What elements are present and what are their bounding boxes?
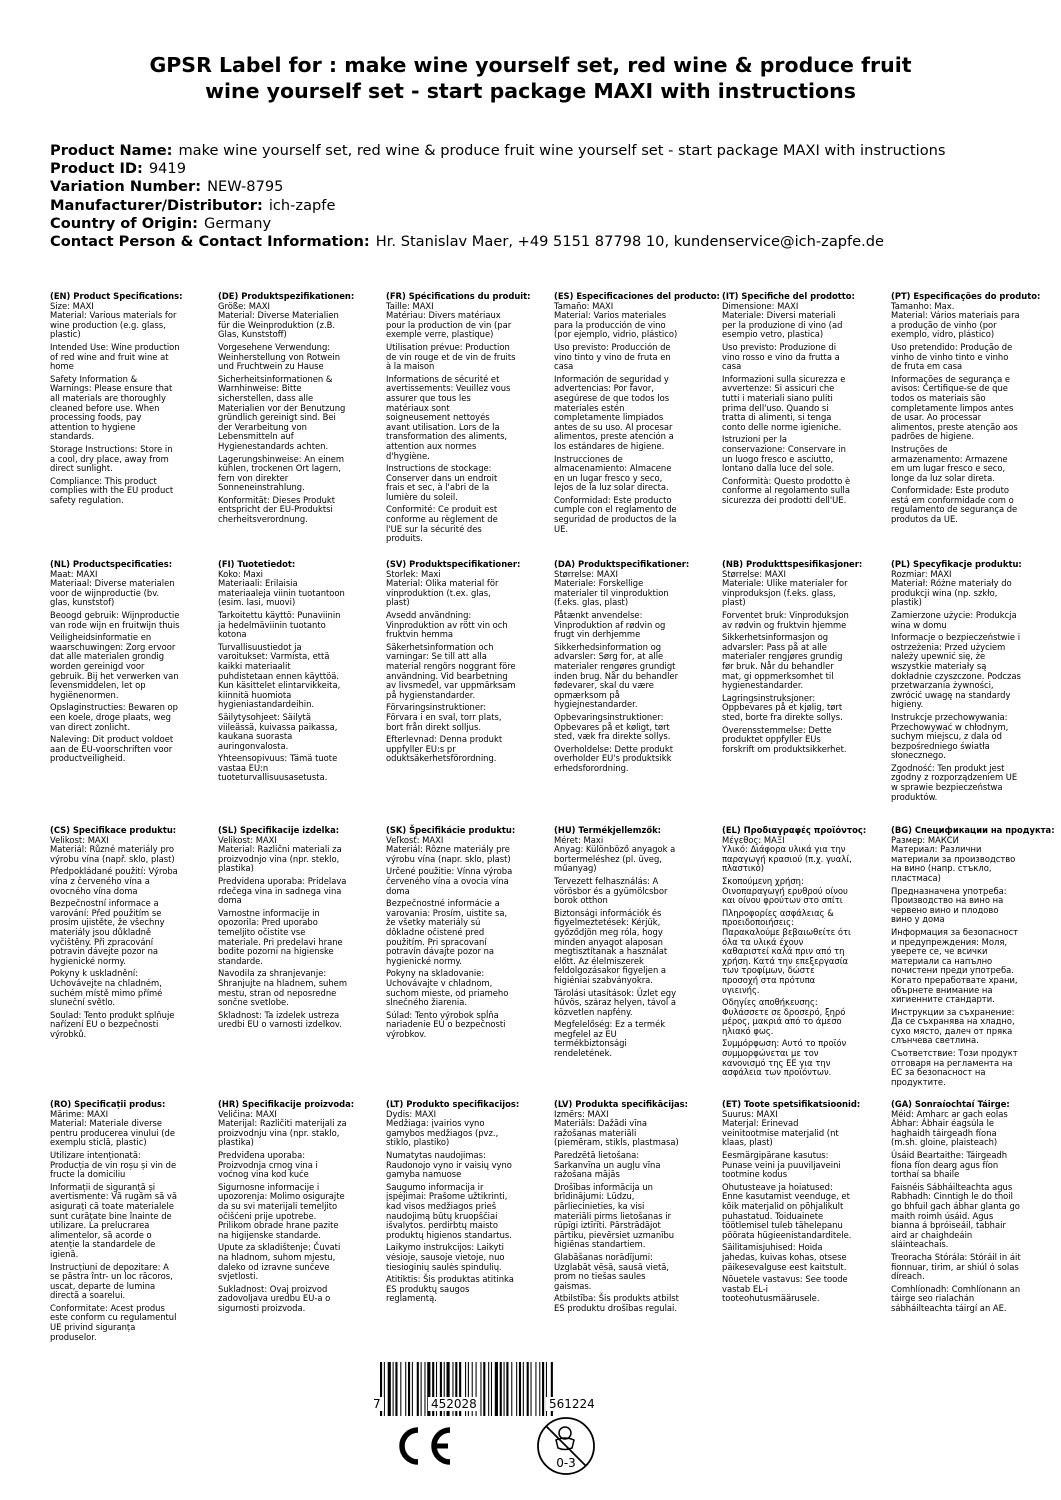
spec-block bbox=[554, 559, 690, 773]
spec-item: Súlad: Tento výrobok spĺňa nariadenie EÚ o bezpečnosti výrobkov. bbox=[386, 1009, 506, 1039]
spec-item: Instructions de stockage: Conserver dans un endroit frais et sec, à l'abri de la lumière du soleil. bbox=[386, 463, 498, 502]
spec-item: Materiál: Různé materiály pro výrobu vína (např. sklo, plast) bbox=[50, 844, 175, 864]
spec-item: Naleving: Dit product voldoet aan de EU-voorschriften voor productveiligheid. bbox=[50, 734, 174, 764]
spec-title: (HU) Termékjellemzők: bbox=[554, 825, 662, 835]
spec-item: Materijal: Različiti materijali za proizvodnju vina (npr. staklo, plastika) bbox=[218, 1118, 347, 1148]
spec-item: Skladnost: Ta izdelek ustreza uredbi EU o varnosti izdelkov. bbox=[218, 1009, 342, 1030]
spec-item: Υλικό: Διάφορα υλικά για την παραγωγή κρασιού (π.χ. γυαλί, πλαστικό) bbox=[722, 844, 852, 874]
spec-item: Påtænkt anvendelse: Vinproduktion af rødvin og frugt vin derhjemme bbox=[554, 609, 666, 640]
spec-item: Sukladnost: Ovaj proizvod zadovoljava uredbu EU-a o sigurnosti proizvoda. bbox=[218, 1283, 331, 1313]
spec-item: Glabāšanas norādījumi: Uzglabāt vēsā, sausā vietā, prom no tiešas saules gaismas. bbox=[554, 1251, 670, 1291]
title-line-2: wine yourself set - start package MAXI with instructions bbox=[205, 79, 856, 103]
spec-item: Utilizare intenționată: Producția de vin roșu și vin de fructe la domiciliu bbox=[50, 1149, 177, 1180]
spec-item: Opbevaringsinstruktioner: Opbevares på et køligt, tørt sted, væk fra direkte sollys. bbox=[554, 711, 671, 742]
spec-title: (PL) Specyfikacje produktu: bbox=[891, 559, 1022, 569]
ce-mark-icon bbox=[388, 1424, 458, 1468]
spec-item: Informations de sécurité et avertissements: Veuillez vous assurer que tous les matériaux sont soigneusement nettoyés avant utilisation. Lors de la transformation des aliments, attention aux normes d'hygiène. bbox=[386, 373, 511, 461]
spec-title: (GA) Sonraíochtaí Táirge: bbox=[891, 1099, 1010, 1109]
spec-item: Avsedd användning: Vinproduktion av rött vin och fruktvin hemma bbox=[386, 609, 508, 640]
spec-block bbox=[891, 291, 1041, 525]
spec-item: Uso pretendido: Produção de vinho de vinho tinto e vinho de fruta em casa bbox=[891, 341, 1013, 372]
spec-item: Tárolási utasítások: Üzlet egy hűvös, száraz helyen, távol a közvetlen napfény. bbox=[554, 987, 677, 1017]
spec-title: (RO) Specificații produs: bbox=[50, 1099, 166, 1109]
spec-title: (IT) Specifiche del prodotto: bbox=[722, 291, 855, 301]
spec-block bbox=[386, 826, 516, 1039]
spec-item: Upute za skladištenje: Čuvati na hladnom, suhom mjestu, daleko od izravne sunčeve svjetlosti. bbox=[218, 1242, 341, 1282]
spec-item: Navodila za shranjevanje: Shranjujte na hladnem, suhem mestu, stran od neposredne sončne svetlobe. bbox=[218, 968, 347, 1008]
spec-item: Intended Use: Wine production of red wine and fruit wine at home bbox=[50, 341, 180, 372]
spec-item: Instrukcje przechowywania: Przechowywać w chłodnym, suchym miejscu, z dala od bezpośredniego światła słonecznego. bbox=[891, 711, 1009, 761]
spec-item: Instrucțiuni de depozitare: A se păstra într- un loc răcoros, uscat, departe de lumina directă a soarelui. bbox=[50, 1261, 173, 1301]
spec-item: Sikkerhetsinformasjon og advarsler: Pass på at alle materialer rengjøres grundig før bruk. Når du behandler mat, gi oppmerksomhet til hygienestandarder. bbox=[722, 632, 843, 691]
spec-size: Méid: Amharc ar gach eolas bbox=[891, 1108, 1008, 1119]
spec-item: Material: Materiale diverse pentru producerea vinului (de exemplu sticlă, plastic) bbox=[50, 1118, 176, 1148]
spec-item: Tarkoitettu käyttö: Punaviinin ja hedelmäviinin tuotanto kotona bbox=[218, 609, 341, 640]
spec-item: Οδηγίες αποθήκευσης: Φυλάσσετε σε δροσερό, ξηρό μέρος, μακριά από το άμεσο ηλιακό φως. bbox=[722, 997, 846, 1036]
spec-size: Größe: MAXI bbox=[218, 300, 270, 311]
spec-item: Συμμόρφωση: Αυτό το προϊόν συμμορφώνεται με τον κανονισμό της ΕΕ για την ασφάλεια των προϊόντων. bbox=[722, 1038, 847, 1078]
spec-item: Megfelelőség: Ez a termék megfelel az EU termékbiztonsági rendeletének. bbox=[554, 1019, 666, 1059]
spec-item: Säilitamisjuhised: Hoida jahedas, kuivas kohas, otsese päikesevalguse eest kaitstult. bbox=[722, 1242, 847, 1272]
spec-size: Veľkosť: MAXI bbox=[386, 834, 444, 845]
spec-item: Faisnéis Sábháilteachta agus Rabhadh: Cinntigh le do thoil go bhfuil gach ábhar glanta go maith roimh úsáid. Agus bianna á bpróiseáil, tabhair aird ar chaighdeáin sláinteachais. bbox=[891, 1181, 1020, 1250]
spec-item: Utilisation prévue: Production de vin rouge et de vin de fruits à la maison bbox=[386, 341, 516, 372]
spec-size: Размер: МАКСИ bbox=[891, 834, 959, 845]
spec-item: Instruções de armazenamento: Armazene em um lugar fresco e seco, longe da luz solar direta. bbox=[891, 443, 1008, 483]
spec-item: Comhlíonadh: Comhlíonann an táirge seo rialachán sábháilteachta táirgí an AE. bbox=[891, 1283, 1021, 1313]
spec-block bbox=[554, 826, 684, 1059]
spec-item: Paredzētā lietošana: Sarkanvīna un augļu vīna ražošana mājās bbox=[554, 1149, 661, 1180]
manufacturer-row: Manufacturer/Distributor: ich-zapfe bbox=[50, 196, 336, 214]
spec-item: Safety Information & Warnings: Please ensure that all materials are thoroughly cleaned before use. When processing foods, pay attention to hygiene standards. bbox=[50, 373, 173, 442]
spec-item: Drošības informācija un brīdinājumi: Lūdzu, pārliecinieties, ka visi materiāli pirms lietošanas ir rūpīgi iztīrīti. Pārstrādājot pārtiku, pievērsiet uzmanību higiēnas standartiem. bbox=[554, 1181, 675, 1250]
spec-title: (BG) Спецификации на продукта: bbox=[891, 825, 1055, 835]
spec-item: Σκοπούμενη χρήση: Οινοπαραγωγή ερυθρού οίνου και οίνου φρούτων στο σπίτι bbox=[722, 875, 848, 906]
product-info-block bbox=[50, 142, 1040, 251]
spec-title: (EL) Προδιαγραφές προϊόντος: bbox=[722, 825, 867, 835]
spec-item: Předpokládané použití: Výroba vína z červeného vína a ovocného vína doma bbox=[50, 866, 178, 896]
spec-item: Lagringsinstruksjoner: Oppbevares på et kjølig, tørt sted, borte fra direkte sollys. bbox=[722, 692, 843, 722]
spec-block bbox=[722, 825, 867, 1078]
spec-item: Uso previsto: Produzione di vino rosso e vino da frutta a casa bbox=[722, 341, 840, 372]
spec-title: (ET) Toote spetsifikatsioonid: bbox=[722, 1099, 861, 1109]
spec-item: Conformité: Ce produit est conforme au règlement de l'UE sur la sécurité des produits. bbox=[386, 504, 498, 544]
spec-item: Materiaali: Erilaisia materiaaleja viinin tuotantoon (esim. lasi, muovi) bbox=[218, 578, 345, 608]
spec-item: Zamierzone użycie: Produkcja wina w domu bbox=[891, 609, 1017, 630]
spec-item: Materiál: Rôzne materiály pre výrobu vína (napr. sklo, plast) bbox=[386, 844, 511, 864]
spec-title: (FR) Spécifications du produit: bbox=[386, 291, 531, 301]
spec-item: Materiale: Forskellige materialer til vinproduktion (f.eks. glas, plast) bbox=[554, 578, 669, 608]
spec-item: Materiał: Różne materiały do produkcji wina (np. szkło, plastik) bbox=[891, 578, 1012, 608]
spec-size: Taille: MAXI bbox=[386, 300, 434, 311]
spec-size: Suurus: MAXI bbox=[722, 1108, 778, 1119]
spec-item: Material: Diverse Materialien für die Weinproduktion (z.B. Glas, Kunststoff) bbox=[218, 310, 339, 340]
spec-title: (DA) Produktspecifikationer: bbox=[554, 559, 690, 569]
spec-item: Materiale: Diversi materiali per la produzione di vino (ad esempio vetro, plastica) bbox=[722, 310, 843, 340]
spec-size: Dimensione: MAXI bbox=[722, 300, 799, 311]
spec-item: Forventet bruk: Vinproduksjon av rødvin og fruktvin hjemme bbox=[722, 609, 849, 630]
spec-item: Información de seguridad y advertencias: Por favor, asegúrese de que todos los materiales estén completamente limpiados antes de su uso. Al procesar alimentos, preste atención a los estándares de higiene. bbox=[554, 373, 674, 451]
spec-item: Uso previsto: Producción de vino tinto y vino de fruta en casa bbox=[554, 341, 671, 372]
spec-item: Efterlevnad: Denna produkt uppfyller EU:s pr oduktsäkerhetsförordning. bbox=[386, 734, 503, 764]
spec-item: Bezpečnostné informácie a varovania: Prosím, uistite sa, že všetky materiály sú dôkladne očistené pred použitím. Pri spracovaní potravín dávajte pozor na hygienické normy. bbox=[386, 898, 508, 966]
variation-number-row: Variation Number: NEW-8795 bbox=[50, 178, 284, 196]
spec-title: (NL) Productspecificaties: bbox=[50, 559, 173, 569]
product-name-row: Product Name: make wine yourself set, red wine & produce fruit wine yourself set - start package MAXI with instructions bbox=[50, 142, 946, 159]
spec-size: Μέγεθος: ΜΑΞΙ bbox=[722, 834, 785, 845]
spec-item: Съответствие: Този продукт отговаря на регламента на ЕС за безопасност на продуктите. bbox=[891, 1048, 1018, 1087]
spec-block bbox=[722, 559, 863, 754]
spec-item: Numatytas naudojimas: Raudonojo vyno ir vaisių vyno gamyba namuose bbox=[386, 1149, 512, 1180]
spec-title: (SK) Špecifikácie produktu: bbox=[386, 825, 516, 835]
spec-block bbox=[218, 291, 355, 525]
title-line-1: GPSR Label for : make wine yourself set, red wine & produce fruit bbox=[149, 53, 912, 77]
spec-item: Materiaal: Diverse materialen voor de wijnproductie (bv. glas, kunststof) bbox=[50, 578, 175, 608]
spec-item: Material: Varios materiales para la producción de vino (por ejemplo, vidrio, plástico) bbox=[554, 310, 678, 340]
spec-size: Méret: Maxi bbox=[554, 834, 604, 845]
spec-title: (LT) Produkto specifikacijos: bbox=[386, 1099, 520, 1109]
spec-title: (FI) Tuotetiedot: bbox=[218, 559, 296, 569]
spec-title: (PT) Especificações do produto: bbox=[891, 291, 1041, 301]
spec-item: Medžiaga: įvairios vyno gamybos medžiagos (pvz., stiklo, plastiko) bbox=[386, 1118, 499, 1148]
spec-item: Storage Instructions: Store in a cool, dry place, away from direct sunlight. bbox=[50, 443, 173, 474]
spec-item: Säkerhetsinformation och varningar: Se till att alla material rengörs noggrant före användning. Vid bearbetning av livsmedel, var uppmärksam på hygienstandarder. bbox=[386, 641, 516, 700]
spec-block bbox=[50, 560, 180, 764]
spec-item: Предназначена употреба: Производство на вино на червено вино и плодово вино у дома bbox=[891, 885, 1007, 925]
spec-item: Materjal: Erinevad veinitootmise materjalid (nt klaas, plast) bbox=[722, 1118, 839, 1148]
spec-block bbox=[50, 1100, 180, 1342]
spec-size: Mărime: MAXI bbox=[50, 1108, 109, 1119]
spec-item: Bezpečnostní informace a varování: Před použitím se prosím ujistěte, že všechny materiály jsou důkladně vyčištěny. Při zpracování potravin dávejte pozor na hygienické normy. bbox=[50, 898, 165, 966]
spec-item: Förvaringsinstruktioner: Förvara i en sval, torr plats, bort från direkt solljus. bbox=[386, 702, 502, 732]
barcode-digits-right: 561224 bbox=[546, 1397, 598, 1411]
spec-size: Størrelse: MAXI bbox=[554, 568, 618, 579]
spec-size: Storlek: Maxi bbox=[386, 568, 441, 579]
spec-item: Yhteensopivuus: Tämä tuote vastaa EU:n tuoteturvallisuusasetusta. bbox=[218, 753, 338, 783]
spec-block bbox=[722, 291, 855, 505]
spec-item: Pokyny k uskladnění: Uchovávejte na chladném, suchém místě mimo přímé sluneční světlo. bbox=[50, 968, 163, 1008]
spec-item: Tervezett felhasználás: A vörösbor és a gyümölcsbor borok otthon bbox=[554, 875, 668, 906]
spec-title: (CS) Specifikace produktu: bbox=[50, 825, 177, 835]
document-title bbox=[0, 52, 1061, 104]
spec-item: Opslaginstructies: Bewaren op een koele, droge plaats, weg van direct zonlicht. bbox=[50, 702, 178, 732]
spec-size: Velikost: MAXI bbox=[218, 834, 277, 845]
spec-item: Lagerungshinweise: An einem kühlen, trockenen Ort lagern, fern von direkter Sonneneinstrahlung. bbox=[218, 453, 345, 493]
spec-title: (HR) Specifikacije proizvoda: bbox=[218, 1099, 355, 1109]
spec-item: Material: Vários materiais para a produção de vinho (por exemplo, vidro, plástico) bbox=[891, 310, 1020, 340]
spec-block bbox=[891, 825, 1055, 1087]
spec-block bbox=[386, 1099, 520, 1304]
spec-block bbox=[554, 291, 720, 534]
spec-item: Predviđena uporaba: Proizvodnja crnog vina i voćnog vina kod kuće bbox=[218, 1149, 318, 1180]
spec-block bbox=[722, 1099, 861, 1304]
spec-item: Zgodność: Ten produkt jest zgodny z rozporządzeniem UE w sprawie bezpieczeństwa produktów. bbox=[891, 762, 1018, 802]
spec-size: Size: MAXI bbox=[50, 300, 94, 311]
spec-item: Informazioni sulla sicurezza e avvertenze: Si assicuri che tutti i materiali siano puliti prima dell'uso. Quando si tratta di alimenti, si tenga conto delle norme igieniche. bbox=[722, 373, 846, 432]
spec-size: Maat: MAXI bbox=[50, 568, 98, 579]
spec-title: (SV) Produktspecifikationer: bbox=[386, 559, 521, 569]
spec-item: Conformitate: Acest produs este conform cu regulamentul UE privind siguranța produselor. bbox=[50, 1302, 177, 1342]
spec-size: Veličina: MAXI bbox=[218, 1108, 277, 1119]
spec-title: (LV) Produkta specifikācijas: bbox=[554, 1099, 688, 1109]
spec-title: (NB) Produkttspesifikasjoner: bbox=[722, 559, 863, 569]
spec-block bbox=[218, 826, 348, 1030]
spec-size: Tamanho: Max. bbox=[891, 300, 955, 311]
spec-item: Conformità: Questo prodotto è conforme al regolamento sulla sicurezza dei prodotti dell'UE. bbox=[722, 475, 851, 505]
spec-block bbox=[50, 291, 183, 505]
spec-item: Biztonsági információk és figyelmeztetések: Kérjük, győződjön meg róla, hogy minden anyagot alaposan megtisztítanak a használat előtt. Az élelmiszerek feldolgozásakor figyeljen a higiéniai szabványokra. bbox=[554, 907, 668, 985]
spec-item: Sikkerhedsinformation og advarsler: Sørg for, at alle materialer rengøres grundigt inden brug. Når du behandler fødevarer, skal du være opmærksom på hygiejnestandarder. bbox=[554, 641, 679, 710]
spec-item: Informacje o bezpieczeństwie i ostrzeżenia: Przed użyciem należy upewnić się, że wszystkie materiały są dokładnie czyszczone. Podczas przetwarzania żywności, zwrócić uwagę na standardy higieny. bbox=[891, 632, 1021, 710]
spec-item: Πληροφορίες ασφάλειας & προειδοποιήσεις: Παρακαλούμε βεβαιωθείτε ότι όλα τα υλικά έχουν καθαριστεί καλά πριν από τη χρήση. Κατά την επεξεργασία των τροφίμων, δώστε προσοχή στα πρότυπα υγιεινής. bbox=[722, 907, 851, 995]
spec-item: Úsáid Beartaithe: Táirgeadh fíona fíon dearg agus fíon torthaí sa bhaile bbox=[891, 1149, 1008, 1180]
age-label: 0-3 bbox=[556, 1456, 576, 1470]
spec-item: Varnostne informacije in opozorila: Pred uporabo temeljito očistite vse materiale. Pri predelavi hrane bodite pozorni na higienske standarde. bbox=[218, 907, 343, 966]
spec-item: Konformität: Dieses Produkt entspricht der EU-Produktsi cherheitsverordnung. bbox=[218, 494, 336, 525]
spec-item: Overholdelse: Dette produkt overholder EU's produktsikk erhedsforordning. bbox=[554, 743, 673, 773]
spec-item: Material: Olika material för vinproduktion (t.ex. glas, plast) bbox=[386, 578, 499, 608]
spec-item: Materiāls: Dažādi vīna ražošanas materiāli (piemēram, stikls, plastmasa) bbox=[554, 1118, 679, 1148]
spec-block bbox=[891, 560, 1021, 802]
spec-item: Saugumo informacija ir įspėjimai: Prašome užtikrinti, kad visos medžiagos prieš naudojimą būtų kruopščiai išvalytos. perdirbtų maisto produktų higienos standartus. bbox=[386, 1181, 512, 1240]
spec-item: Matériau: Divers matériaux pour la production de vin (par exemple verre, plastique) bbox=[386, 310, 512, 340]
spec-size: Rozmiar: MAXI bbox=[891, 568, 952, 579]
spec-item: Sicherheitsinformationen & Warnhinweise: Bitte sicherstellen, dass alle Materialien vor der Benutzung gründlich gereinigt sind. Bei der Verarbeitung von Lebensmitteln auf Hygienestandards achten. bbox=[218, 373, 346, 451]
spec-block bbox=[218, 560, 348, 783]
spec-item: Informații de siguranță și avertismente: Vă rugăm să vă asigurați că toate materialele sunt curățate bine înainte de utilizare. La prelucrarea alimentelor, să acorde o atenție la standardele de igienă. bbox=[50, 1181, 177, 1259]
not-for-children-0-3-icon bbox=[534, 1414, 598, 1478]
spec-title: (ES) Especificaciones del producto: bbox=[554, 291, 720, 301]
spec-block bbox=[386, 559, 521, 764]
spec-item: Informações de segurança e avisos: Certifique-se de que todos os materiais são completamente limpos antes de usar. Ao processar alimentos, preste atenção aos padrões de higiene. bbox=[891, 373, 1018, 442]
spec-item: Overensstemmelse: Dette produktet oppfyller EUs forskrift om produktsikkerhet. bbox=[722, 724, 847, 754]
spec-size: Størrelse: MAXI bbox=[722, 568, 786, 579]
barcode-digits-left: 452028 bbox=[428, 1397, 480, 1411]
spec-item: Compliance: This product complies with the EU product safety regulation. bbox=[50, 475, 174, 505]
spec-block bbox=[554, 1099, 688, 1313]
spec-item: Материал: Различни материали за производство на вино (напр. стъкло, пластмаса) bbox=[891, 844, 1016, 883]
spec-size: Dydis: MAXI bbox=[386, 1108, 437, 1119]
spec-item: Laikymo instrukcijos: Laikyti vėsioje, sausoje vietoje, nuo tiesioginių saulės spindulių. bbox=[386, 1242, 505, 1272]
spec-item: Veiligheidsinformatie en waarschuwingen: Zorg ervoor dat alle materialen grondig worden gereinigd voor gebruik. Bij het verwerken van levensmiddelen, let op hygiënenormen. bbox=[50, 632, 179, 700]
country-of-origin-row: Country of Origin: Germany bbox=[50, 214, 272, 232]
spec-item: Materiale: Ulike materialer for vinproduksjon (f.eks. glass, plast) bbox=[722, 578, 848, 608]
spec-size: Tamaño: MAXI bbox=[554, 300, 614, 311]
spec-item: Ábhar: Ábhair éagsúla le haghaidh táirgeadh fíona (m.sh. gloine, plaisteach) bbox=[891, 1118, 998, 1148]
spec-block bbox=[218, 1099, 355, 1313]
spec-item: Istruzioni per la conservazione: Conservare in un luogo fresco e asciutto, lontano dalla luce del sole. bbox=[722, 434, 846, 474]
spec-item: Beoogd gebruik: Wijnproductie van rode wijn en fruitwijn thuis bbox=[50, 609, 180, 630]
spec-item: Ohutusteave ja hoiatused: Enne kasutamist veenduge, et kõik materjalid on põhjalikult puhastatud. Toiduainete töötlemisel tuleb tähelepanu pöörata hügieenistandarditele. bbox=[722, 1181, 852, 1240]
spec-size: Koko: Maxi bbox=[218, 568, 263, 579]
spec-item: Material: Various materials for wine production (e.g. glass, plastic) bbox=[50, 310, 177, 340]
spec-item: Säilytysohjeet: Säilytä viileässä, kuivassa paikassa, kaukana suorasta auringonvalosta. bbox=[218, 711, 338, 751]
spec-size: Velikost: MAXI bbox=[50, 834, 109, 845]
spec-item: Pokyny na skladovanie: Uchovávajte v chladnom, suchom mieste, od priameho slnečného žiarenia. bbox=[386, 968, 509, 1008]
barcode-digit-lead: 7 bbox=[370, 1397, 384, 1411]
spec-size: Izmērs: MAXI bbox=[554, 1108, 609, 1119]
spec-item: Atitiktis: Šis produktas atitinka ES produktų saugos reglamentą. bbox=[386, 1274, 514, 1304]
spec-item: Инструкции за съхранение: Да се съхранява на хладно, сухо място, далеч от пряка слънчева светлина. bbox=[891, 1006, 1015, 1046]
spec-item: Predvidena uporaba: Pridelava rdečega vina in sadnega vina doma bbox=[218, 875, 347, 906]
spec-item: Conformidade: Este produto está em conformidade com o regulamento de segurança de produtos da UE. bbox=[891, 485, 1018, 525]
spec-item: Určené použitie: Vínna výroba červeného vína a ovocia vína doma bbox=[386, 866, 513, 896]
spec-item: Anyag: Különböző anyagok a bortermeléshez (pl. üveg, műanyag) bbox=[554, 844, 676, 874]
spec-item: Instrucciones de almacenamiento: Almacene en un lugar fresco y seco, lejos de la luz solar directa. bbox=[554, 453, 672, 493]
spec-item: Treoracha Stórála: Stóráil in áit fionnuar, tirim, ar shiúl ó solas díreach. bbox=[891, 1251, 1021, 1282]
spec-item: Информация за безопасност и предупреждения: Моля, уверете се, че всички материали са напълно почистени преди употреба. Когато преработвате храни, обърнете внимание на хигиенните стандарти. bbox=[891, 926, 1019, 1005]
spec-item: Nõuetele vastavus: See toode vastab EL-i tooteohutusmäärusele. bbox=[722, 1274, 848, 1304]
spec-item: Turvallisuustiedot ja varoitukset: Varmista, että kaikki materiaalit puhdistetaan ennen käyttöä. Kun käsittelet elintarvikkeita, kiinnitä huomiota hygieniastandardeihin. bbox=[218, 641, 341, 710]
spec-title: (DE) Produktspezifikationen: bbox=[218, 291, 355, 301]
spec-title: (SL) Specifikacije izdelka: bbox=[218, 825, 340, 835]
spec-item: Material: Različni materiali za proizvodnjo vina (npr. steklo, plastika) bbox=[218, 844, 342, 874]
spec-block bbox=[50, 826, 180, 1039]
product-id-row: Product ID: 9419 bbox=[50, 160, 186, 178]
spec-item: Soulad: Tento produkt splňuje nařízení EU o bezpečnosti výrobků. bbox=[50, 1009, 175, 1039]
spec-item: Conformidad: Este producto cumple con el reglamento de seguridad de productos de la UE. bbox=[554, 494, 677, 534]
contact-row: Contact Person & Contact Information: Hr. Stanislav Maer, +49 5151 87798 10, kundenservice@ich-zapfe.de bbox=[50, 233, 885, 251]
spec-item: Eesmärgipärane kasutus: Punase veini ja puuviljaveini tootmine kodus bbox=[722, 1149, 841, 1180]
spec-block bbox=[386, 291, 531, 544]
spec-block bbox=[891, 1100, 1021, 1313]
spec-title: (EN) Product Specifications: bbox=[50, 291, 183, 301]
spec-item: Vorgesehene Verwendung: Weinherstellung von Rotwein und Fruchtwein zu Hause bbox=[218, 341, 341, 372]
spec-item: Sigurnosne informacije i upozorenja: Molimo osigurajte da su svi materijali temeljito očišćeni prije upotrebe. Prilikom obrade hrane pazite na higijenske standarde. bbox=[218, 1181, 345, 1240]
spec-item: Atbilstība: Šis produkts atbilst ES produktu drošības regulai. bbox=[554, 1293, 679, 1313]
barcode-digits bbox=[370, 1397, 650, 1413]
